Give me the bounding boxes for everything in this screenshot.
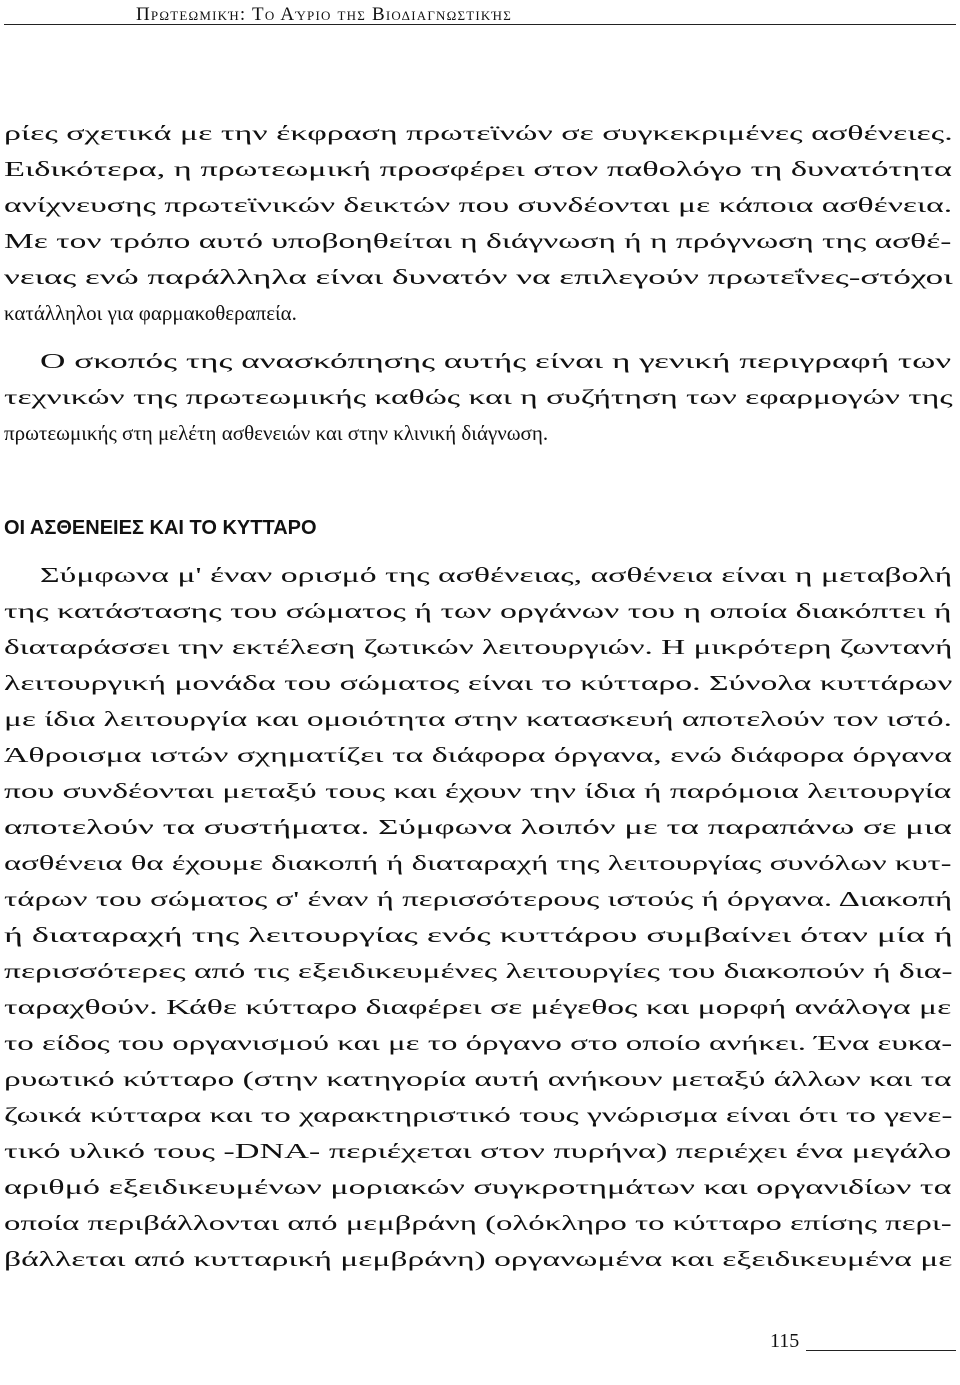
text-line: διαταράσσει την εκτέλεση ζωτικών λειτουργιών. Η μικρότερη ζωντανή xyxy=(4,635,953,659)
text-line: νειας ενώ παράλληλα είναι δυνατόν να επιλεγούν πρωτεΐνες-στόχοι xyxy=(4,265,953,289)
text-line: ζωικά κύτταρα και το χαρακτηριστικό τους γνώρισμα είναι ότι το γενε- xyxy=(4,1103,953,1127)
text-line: ή διαταραχή της λειτουργίας ενός κυττάρου συμβαίνει όταν μία ή xyxy=(4,923,953,947)
text-line: Με τον τρόπο αυτό υποβοηθείται η διάγνωση ή η πρόγνωση της ασθέ- xyxy=(4,229,952,253)
footer-rule xyxy=(806,1350,956,1351)
text-line: πρωτεωμικής στη μελέτη ασθενειών και στην κλινική διάγνωση. xyxy=(4,421,549,445)
text-line: αποτελούν τα συστήματα. Σύμφωνα λοιπόν με τα παραπάνω σε μια xyxy=(4,815,952,839)
text-line: βάλλεται από κυτταρική μεμβράνη) οργανωμένα και εξειδικευμένα με xyxy=(4,1247,953,1271)
text-line: ανίχνευσης πρωτεϊνικών δεικτών που συνδέονται με κάποια ασθένεια. xyxy=(4,193,953,217)
section-heading: ΟΙ ΑΣΘΕΝΕΙΕΣ ΚΑΙ ΤΟ ΚΥΤΤΑΡΟ xyxy=(4,517,317,539)
text-line: τάρων του σώματος σ' έναν ή περισσότερους ιστούς ή όργανα. Διακοπή xyxy=(4,887,953,911)
text-line: οποία περιβάλλονται από μεμβράνη (ολόκληρο το κύτταρο επίσης περι- xyxy=(4,1211,952,1235)
text-line: Σύμφωνα μ' έναν ορισμό της ασθένειας, ασθένεια είναι η μεταβολή xyxy=(40,563,953,587)
text-line: Ειδικότερα, η πρωτεωμική προσφέρει στον παθολόγο τη δυνατότητα xyxy=(4,157,953,181)
page-number: 115 xyxy=(770,1330,800,1352)
text-line: λειτουργική μονάδα του σώματος είναι το κύτταρο. Σύνολα κυττάρων xyxy=(4,671,953,695)
text-line: αριθμό εξειδικευμένων μοριακών συγκροτημάτων και οργανιδίων τα xyxy=(4,1175,952,1199)
text-line: που συνδέονται μεταξύ τους και έχουν την ίδια ή παρόμοια λειτουργία xyxy=(4,779,952,803)
text-line: το είδος του οργανισμού και με το όργανο στο οποίο ανήκει. Ένα ευκα- xyxy=(4,1031,953,1055)
text-line: κατάλληλοι για φαρμακοθεραπεία. xyxy=(4,301,297,325)
text-line: περισσότερες από τις εξειδικευμένες λειτουργίες του διακοπούν ή δια- xyxy=(4,959,953,983)
text-line: με ίδια λειτουργία και ομοιότητα στην κατασκευή αποτελούν τον ιστό. xyxy=(4,707,952,731)
text-line: τικό υλικό τους -DNA- περιέχεται στον πυρήνα) περιέχει ένα μεγάλο xyxy=(4,1139,952,1163)
text-line: τεχνικών της πρωτεωμικής καθώς και η συζήτηση των εφαρμογών της xyxy=(4,385,953,409)
text-line: ασθένεια θα έχουμε διακοπή ή διαταραχή της λειτουργίας συνόλων κυτ- xyxy=(4,851,952,875)
text-line: της κατάστασης του σώματος ή των οργάνων του η οποία διακόπτει ή xyxy=(4,599,952,623)
text-line: Άθροισμα ιστών σχηματίζει τα διάφορα όργανα, ενώ διάφορα όργανα xyxy=(4,743,952,767)
running-header-title: Πρωτεωμική: Το Αύριο της Βιοδιαγνωστικής xyxy=(136,4,512,25)
text-line: Ο σκοπός της ανασκόπησης αυτής είναι η γενική περιγραφή των xyxy=(40,349,952,373)
text-line: ρυωτικό κύτταρο (στην κατηγορία αυτή ανήκουν μεταξύ άλλων και τα xyxy=(4,1067,952,1091)
text-line: ταραχθούν. Κάθε κύτταρο διαφέρει σε μέγεθος και μορφή ανάλογα με xyxy=(4,995,952,1019)
text-line: ρίες σχετικά με την έκφραση πρωτεϊνών σε συγκεκριμένες ασθένειες. xyxy=(4,121,953,145)
header-rule xyxy=(4,24,956,25)
